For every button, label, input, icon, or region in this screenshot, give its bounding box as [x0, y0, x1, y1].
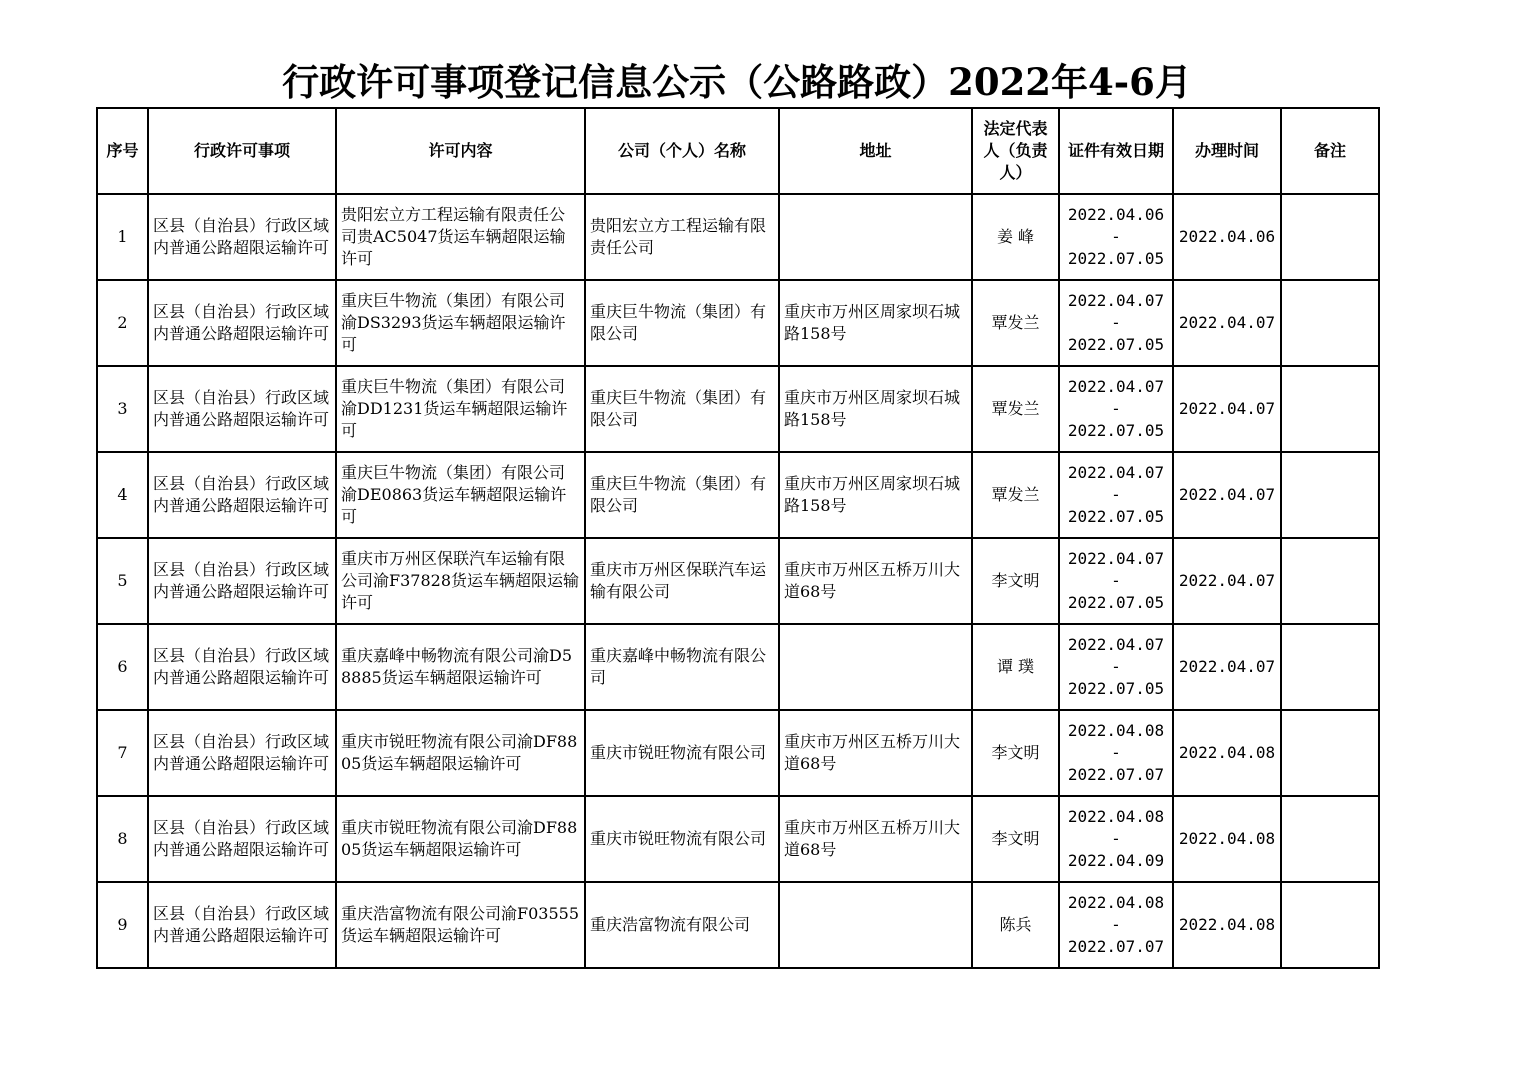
- cell-handle-time: 2022.04.07: [1173, 366, 1281, 452]
- cell-validity: [1059, 538, 1173, 624]
- header-remark: 备注: [1281, 108, 1379, 194]
- cell-remark: [1281, 796, 1379, 882]
- cell-legal-rep: 覃发兰: [972, 366, 1059, 452]
- cell-remark: [1281, 280, 1379, 366]
- table-row: [97, 366, 1379, 452]
- cell-seq: 8: [97, 796, 148, 882]
- cell-seq: 2: [97, 280, 148, 366]
- cell-remark: [1281, 366, 1379, 452]
- validity-start: 2022.04.07-: [1067, 635, 1165, 676]
- validity-start: 2022.04.08-: [1067, 807, 1165, 848]
- cell-validity: [1059, 280, 1173, 366]
- cell-handle-time: 2022.04.08: [1173, 710, 1281, 796]
- cell-validity: [1059, 194, 1173, 280]
- cell-content: 重庆巨牛物流（集团）有限公司渝DS3293货运车辆超限运输许可: [336, 280, 585, 366]
- cell-remark: [1281, 538, 1379, 624]
- cell-company: 重庆巨牛物流（集团）有限公司: [585, 280, 779, 366]
- cell-address: 重庆市万州区周家坝石城路158号: [779, 366, 972, 452]
- validity-end: 2022.07.05: [1067, 507, 1165, 526]
- validity-end: 2022.07.07: [1067, 937, 1165, 956]
- validity-start: 2022.04.07-: [1067, 291, 1165, 332]
- cell-address: 重庆市万州区五桥万川大道68号: [779, 710, 972, 796]
- cell-seq: 3: [97, 366, 148, 452]
- cell-validity: [1059, 710, 1173, 796]
- cell-remark: [1281, 710, 1379, 796]
- cell-seq: 4: [97, 452, 148, 538]
- table-row: [97, 452, 1379, 538]
- cell-content: 重庆浩富物流有限公司渝F03555货运车辆超限运输许可: [336, 882, 585, 968]
- cell-seq: 6: [97, 624, 148, 710]
- page-title: 行政许可事项登记信息公示（公路路政）2022年4-6月: [282, 60, 1192, 104]
- cell-item: 区县（自治县）行政区域内普通公路超限运输许可: [148, 366, 336, 452]
- cell-item: 区县（自治县）行政区域内普通公路超限运输许可: [148, 280, 336, 366]
- cell-seq: 7: [97, 710, 148, 796]
- cell-item: 区县（自治县）行政区域内普通公路超限运输许可: [148, 452, 336, 538]
- cell-validity: [1059, 624, 1173, 710]
- cell-address: [779, 624, 972, 710]
- cell-handle-time: 2022.04.07: [1173, 452, 1281, 538]
- cell-remark: [1281, 194, 1379, 280]
- registration-table: [96, 107, 1380, 969]
- validity-end: 2022.07.05: [1067, 249, 1165, 268]
- cell-company: 重庆浩富物流有限公司: [585, 882, 779, 968]
- header-company: 公司（个人）名称: [585, 108, 779, 194]
- cell-company: 重庆市锐旺物流有限公司: [585, 796, 779, 882]
- validity-end: 2022.07.07: [1067, 765, 1165, 784]
- cell-item: 区县（自治县）行政区域内普通公路超限运输许可: [148, 624, 336, 710]
- header-handle-time: 办理时间: [1173, 108, 1281, 194]
- cell-address: 重庆市万州区周家坝石城路158号: [779, 280, 972, 366]
- cell-content: 重庆市万州区保联汽车运输有限公司渝F37828货运车辆超限运输许可: [336, 538, 585, 624]
- cell-item: 区县（自治县）行政区域内普通公路超限运输许可: [148, 796, 336, 882]
- validity-end: 2022.04.09: [1067, 851, 1165, 870]
- cell-handle-time: 2022.04.08: [1173, 796, 1281, 882]
- cell-content: 重庆巨牛物流（集团）有限公司渝DD1231货运车辆超限运输许可: [336, 366, 585, 452]
- cell-legal-rep: 覃发兰: [972, 452, 1059, 538]
- header-address: 地址: [779, 108, 972, 194]
- table-row: [97, 194, 1379, 280]
- validity-start: 2022.04.07-: [1067, 549, 1165, 590]
- header-validity: 证件有效日期: [1059, 108, 1173, 194]
- cell-content: 重庆巨牛物流（集团）有限公司渝DE0863货运车辆超限运输许可: [336, 452, 585, 538]
- cell-handle-time: 2022.04.07: [1173, 280, 1281, 366]
- validity-start: 2022.04.08-: [1067, 721, 1165, 762]
- cell-item: 区县（自治县）行政区域内普通公路超限运输许可: [148, 710, 336, 796]
- cell-legal-rep: 陈兵: [972, 882, 1059, 968]
- validity-end: 2022.07.05: [1067, 593, 1165, 612]
- cell-remark: [1281, 624, 1379, 710]
- cell-company: 贵阳宏立方工程运输有限责任公司: [585, 194, 779, 280]
- cell-validity: [1059, 366, 1173, 452]
- header-row: [97, 108, 1379, 194]
- header-item: 行政许可事项: [148, 108, 336, 194]
- cell-address: 重庆市万州区周家坝石城路158号: [779, 452, 972, 538]
- cell-handle-time: 2022.04.07: [1173, 538, 1281, 624]
- cell-seq: 5: [97, 538, 148, 624]
- validity-start: 2022.04.08-: [1067, 893, 1165, 934]
- cell-company: 重庆嘉峰中畅物流有限公司: [585, 624, 779, 710]
- cell-validity: [1059, 452, 1173, 538]
- table-row: [97, 624, 1379, 710]
- header-legal-rep: 法定代表人（负责人）: [972, 108, 1059, 194]
- header-seq: 序号: [97, 108, 148, 194]
- cell-seq: 1: [97, 194, 148, 280]
- cell-legal-rep: 李文明: [972, 538, 1059, 624]
- cell-legal-rep: 谭 璞: [972, 624, 1059, 710]
- validity-end: 2022.07.05: [1067, 421, 1165, 440]
- cell-remark: [1281, 452, 1379, 538]
- cell-address: [779, 882, 972, 968]
- validity-end: 2022.07.05: [1067, 335, 1165, 354]
- cell-item: 区县（自治县）行政区域内普通公路超限运输许可: [148, 882, 336, 968]
- cell-seq: 9: [97, 882, 148, 968]
- header-content: 许可内容: [336, 108, 585, 194]
- cell-handle-time: 2022.04.08: [1173, 882, 1281, 968]
- cell-content: 重庆嘉峰中畅物流有限公司渝D58885货运车辆超限运输许可: [336, 624, 585, 710]
- cell-validity: [1059, 882, 1173, 968]
- cell-address: [779, 194, 972, 280]
- cell-remark: [1281, 882, 1379, 968]
- cell-content: 重庆市锐旺物流有限公司渝DF8805货运车辆超限运输许可: [336, 796, 585, 882]
- cell-legal-rep: 姜 峰: [972, 194, 1059, 280]
- cell-address: 重庆市万州区五桥万川大道68号: [779, 538, 972, 624]
- cell-legal-rep: 李文明: [972, 710, 1059, 796]
- cell-content: 重庆市锐旺物流有限公司渝DF8805货运车辆超限运输许可: [336, 710, 585, 796]
- cell-item: 区县（自治县）行政区域内普通公路超限运输许可: [148, 538, 336, 624]
- cell-validity: [1059, 796, 1173, 882]
- validity-start: 2022.04.07-: [1067, 377, 1165, 418]
- table-row: [97, 280, 1379, 366]
- validity-start: 2022.04.07-: [1067, 463, 1165, 504]
- table-row: [97, 538, 1379, 624]
- cell-legal-rep: 覃发兰: [972, 280, 1059, 366]
- cell-handle-time: 2022.04.07: [1173, 624, 1281, 710]
- table-row: [97, 882, 1379, 968]
- cell-company: 重庆巨牛物流（集团）有限公司: [585, 452, 779, 538]
- cell-legal-rep: 李文明: [972, 796, 1059, 882]
- cell-company: 重庆市万州区保联汽车运输有限公司: [585, 538, 779, 624]
- cell-handle-time: 2022.04.06: [1173, 194, 1281, 280]
- cell-address: 重庆市万州区五桥万川大道68号: [779, 796, 972, 882]
- cell-company: 重庆市锐旺物流有限公司: [585, 710, 779, 796]
- cell-item: 区县（自治县）行政区域内普通公路超限运输许可: [148, 194, 336, 280]
- validity-end: 2022.07.05: [1067, 679, 1165, 698]
- cell-content: 贵阳宏立方工程运输有限责任公司贵AC5047货运车辆超限运输许可: [336, 194, 585, 280]
- validity-start: 2022.04.06-: [1067, 205, 1165, 246]
- table-row: [97, 796, 1379, 882]
- table-row: [97, 710, 1379, 796]
- table-body: [97, 194, 1379, 968]
- cell-company: 重庆巨牛物流（集团）有限公司: [585, 366, 779, 452]
